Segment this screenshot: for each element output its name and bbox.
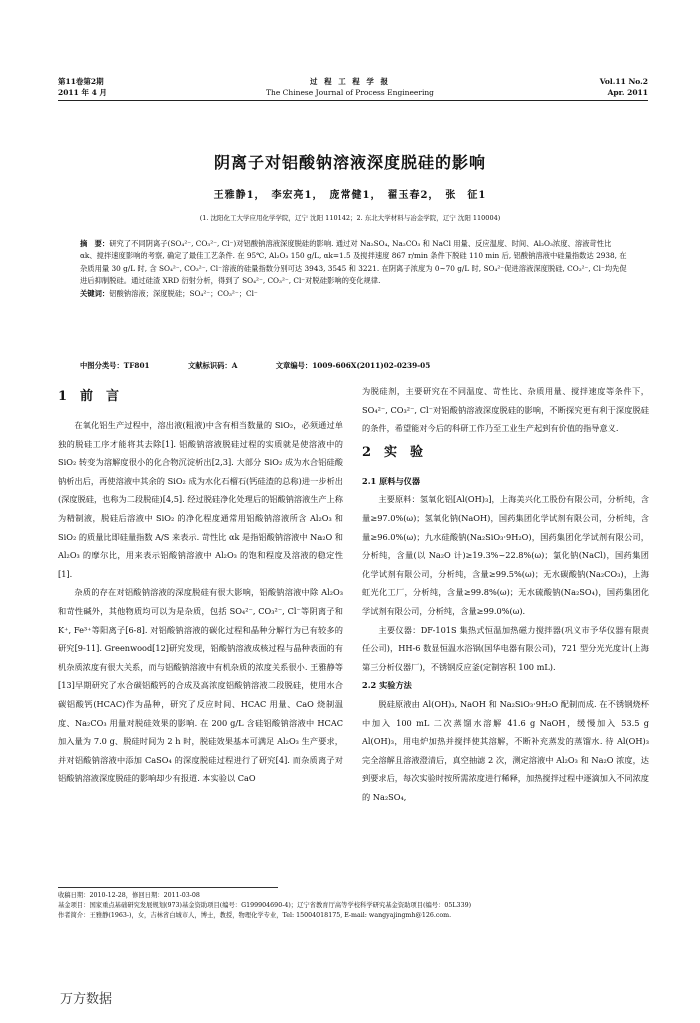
header-date-en: Apr. 2011 <box>607 88 648 97</box>
instruments-paragraph: 主要仪器：DF-101S 集热式恒温加热磁力搅拌器(巩义市予华仪器有限责任公司)，HH-6 数显恒温水浴锅(国华电器有限公司)，721 型分光光度计(上海第三分析仪器厂)，不锈钢反应釜(定制容积 100 mL). <box>362 624 649 672</box>
section-2-heading: 2 实 验 <box>362 444 424 460</box>
header-volume-en: Vol.11 No.2 <box>599 77 648 86</box>
left-column <box>58 382 343 788</box>
footnote-author: 作者简介：王雅静(1963-)，女，吉林省白城市人，博士，教授，物理化学专业，Tel: 15004018175, E-mail: wangyajingmh@126.com. <box>58 912 452 920</box>
affiliations: (1. 沈阳化工大学应用化学学院，辽宁 沈阳 110142；2. 东北大学材料与冶金学院，辽宁 沈阳 110004) <box>199 214 501 222</box>
materials-paragraph: 主要原料：氢氧化铝[Al(OH)₃]，上海美兴化工股份有限公司，分析纯，含量≥97.0%(ω)；氢氧化钠(NaOH)，国药集团化学试剂有限公司，分析纯，含量≥96.0%(ω)；九水硅酸钠(Na₂SiO₃·9H₂O)，国药集团化学试剂有限公司，分析纯，含量(以 Na₂O 计)≥19.3%~22.8%(ω)；氯化钠(NaCl)，国药集团化学试剂有限公司，分析纯，含量≥99.5%(ω)；无水碳酸钠(Na₂CO₃)，上海虹光化工厂，分析纯，含量≥99.8%(ω)；无水硫酸钠(Na₂SO₄)，国药集团化学试剂有限公司，分析纯，含量≥99.0%(ω). <box>362 494 649 616</box>
article-number: 文章编号：1009-606X(2011)02-0239-05 <box>275 361 431 370</box>
authors: 王雅静1， 李宏亮1， 庞常健1， 翟玉春2， 张 征1 <box>213 190 487 201</box>
header-journal-en: The Chinese Journal of Process Engineering <box>266 88 434 97</box>
abstract <box>80 238 628 288</box>
abstract-text: 研究了不同阴离子(SO₄²⁻, CO₃²⁻, Cl⁻)对铝酸钠溶液深度脱硅的影响. 通过对 Na₂SO₄, Na₂CO₃ 和 NaCl 用量、反应温度、时间、Al₂O₃浓度、溶液苛性比 αk、搅拌速度影响的考察, 确定了最佳工艺条件. 在 95℃, Al₂O₃ 150 g/L, αk=1.5 及搅拌速度 867 r/min 条件下脱硅 110 min 后, 铝酸钠溶液中硅量指数达 2938, 在杂质用量 30 g/L 时, 含 SO₄²⁻, CO₃²⁻, Cl⁻溶液的硅量指数分别可达 3943, 3545 和 3221. 在阴离子浓度为 0~70 g/L 时, SO₄²⁻促进溶液深度脱硅, CO₃²⁻, Cl⁻均先促进后抑制脱硅。通过硅渣 XRD 衍射分析，得到了 SO₄²⁻, CO₃²⁻, Cl⁻对脱硅影响的变化规律. <box>80 239 627 286</box>
classification-line <box>80 361 466 371</box>
abstract-block <box>80 238 628 300</box>
watermark: 万方数据 <box>60 992 113 1007</box>
method-paragraph: 脱硅原液由 Al(OH)₃, NaOH 和 Na₂SiO₃·9H₂O 配制而成. 在不锈钢烧杯中加入 100 mL 二次蒸馏水溶解 41.6 g NaOH，缓慢加入 53.5 g Al(OH)₃，用电炉加热并搅拌使其溶解，不断补充蒸发的蒸馏水. 待 Al(OH)₃ 完全溶解且溶液澄清后，真空抽滤 2 次，测定溶液中 Al₂O₃ 和 Na₂O 浓度，达到要求后，每次实验时按所需浓度进行稀释，加热搅拌过程中逐滴加入不同浓度的 Na₂SO₄, <box>362 698 649 802</box>
footnote-fund: 基金项目：国家重点基础研究发展规划(973)基金资助项目(编号：G199904690-4)；辽宁省教育厅高等学校科学研究基金资助项目(编号：05L339) <box>58 902 472 910</box>
keywords <box>80 288 628 300</box>
clc-number: 中图分类号：TF801 <box>80 361 150 370</box>
right-column <box>362 382 649 806</box>
footnote-rule <box>58 887 278 888</box>
header-volume-cn: 第11卷第2期 <box>58 77 104 86</box>
section-1-paragraph-1: 在氧化铝生产过程中，溶出液(粗液)中含有相当数量的 SiO₂，必须通过单独的脱硅工序才能将其去除[1]. 铝酸钠溶液脱硅过程的实质就是使溶液中的 SiO₂ 转变为溶解度很小的化合物沉淀析出[2,3]. 大部分 SiO₂ 成为水合铝硅酸钠析出后，再使溶液中其余的 SiO₂ 成为水化石榴石(钙硅渣的总称)进一步析出(深度脱硅，也称为二段脱硅)[4,5]. 经过脱硅净化处理后的铝酸钠溶液生产上称为精制液，脱硅后溶液中 SiO₂ 的净化程度通常用铝酸钠溶液所含 Al₂O₃ 和 SiO₂ 的质量比即硅量指数 A/S 来表示. 苛性比 αk 是指铝酸钠溶液中 Na₂O 和 Al₂O₃ 的摩尔比，用来表示铝酸钠溶液中 Al₂O₃ 的饱和程度及溶液的稳定性[1]. <box>58 420 343 579</box>
subsection-2-2-heading: 2.2 实验方法 <box>362 680 412 691</box>
header-rule <box>58 100 648 101</box>
footnotes <box>58 891 658 922</box>
header-date-cn: 2011 年 4 月 <box>58 88 107 97</box>
section-1-paragraph-2: 杂质的存在对铝酸钠溶液的深度脱硅有很大影响，铝酸钠溶液中除 Al₂O₃ 和苛性碱外，其他物质均可以为是杂质，包括 SO₄²⁻, CO₃²⁻, Cl⁻等阴离子和 K⁺, Fe³⁺等阳离子[6-8]. 对铝酸钠溶液的碳化过程和晶种分解行为已有较多的研究[9-11]. Greenwood[12]研究发现，铝酸钠溶液成核过程与晶种表面的有机杂质浓度有很大关系，而与铝酸钠溶液中有机杂质的浓度关系很小. 王雅静等[13]早期研究了水合碳铝酸钙的合成及高浓度铝酸钠溶液二段脱硅，使用水合碳铝酸钙(HCAC)作为晶种，研究了反应时间、HCAC 用量、CaO 烧制温度、Na₂CO₃ 用量对脱硅效果的影响. 在 200 g/L 含硅铝酸钠溶液中 HCAC 加入量为 7.0 g、脱硅时间为 2 h 时，脱硅效果基本可满足 Al₂O₃ 生产要求，并对铝酸钠溶液中添加 CaSO₄ 的深度脱硅过程进行了研究[4]. 而杂质离子对铝酸钠溶液深度脱硅的影响却少有报道. 本实验以 CaO <box>58 587 343 784</box>
keywords-label: 关键词： <box>80 288 110 298</box>
keywords-text: 铝酸钠溶液；深度脱硅；SO₄²⁻；CO₃²⁻；Cl⁻ <box>109 288 258 298</box>
paper-title: 阴离子对铝酸钠溶液深度脱硅的影响 <box>213 153 486 172</box>
header-journal-cn: 过 程 工 程 学 报 <box>309 77 391 86</box>
abstract-label: 摘 要： <box>80 239 110 248</box>
section-1-heading: 1 前 言 <box>58 389 120 404</box>
section-1-continuation: 为脱硅剂，主要研究在不同温度、苛性比、杂质用量、搅拌速度等条件下，SO₄²⁻, CO₃²⁻, Cl⁻对铝酸钠溶液深度脱硅的影响，不断探究更有利于深度脱硅的条件，希望能对今后的科研工作乃至工业生产起到有价值的指导意义. <box>362 386 649 434</box>
doc-code: 文献标识码：A <box>187 361 238 370</box>
subsection-2-1-heading: 2.1 原料与仪器 <box>362 475 421 486</box>
footnote-received: 收稿日期：2010-12-28，修回日期：2011-03-08 <box>58 892 200 899</box>
